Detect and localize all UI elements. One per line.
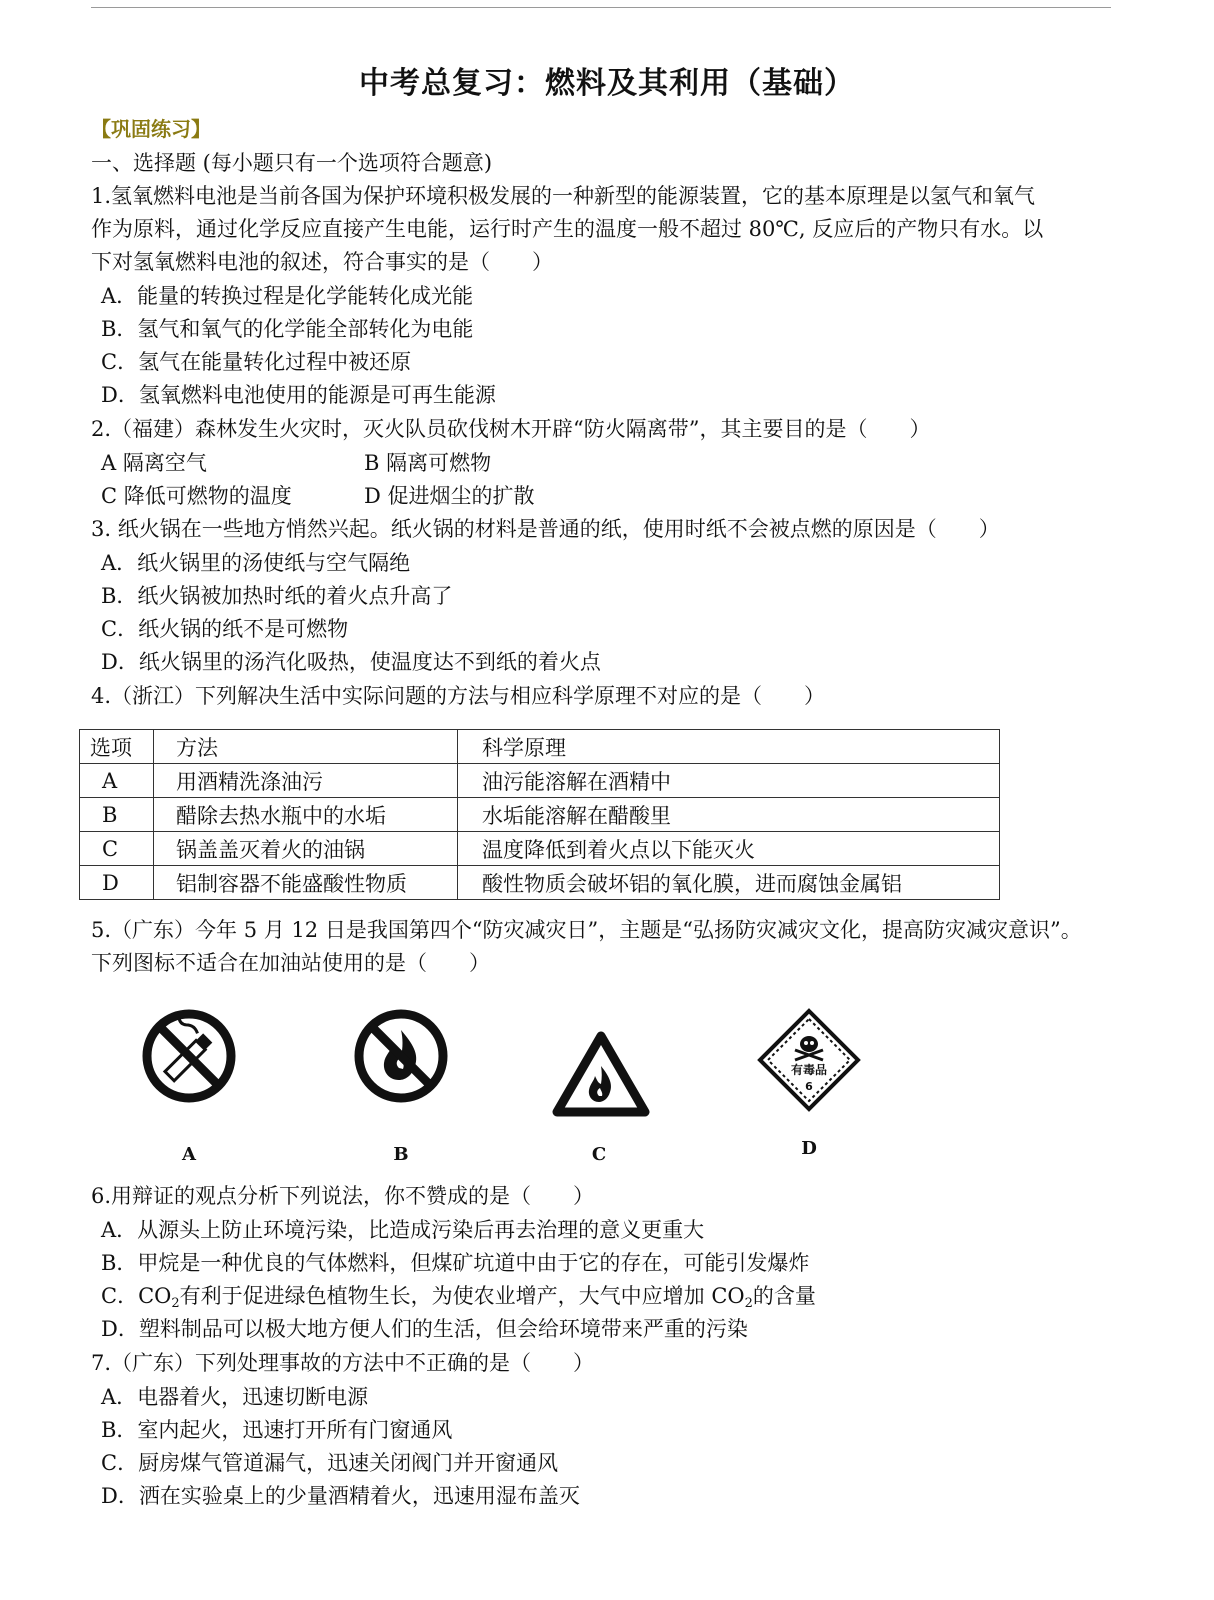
table-header-cell: 科学原理 bbox=[458, 730, 1000, 764]
table-cell: D bbox=[80, 866, 154, 900]
q7-option-d: D．洒在实验桌上的少量酒精着火，迅速用湿布盖灭 bbox=[101, 1484, 580, 1508]
table-cell: 醋除去热水瓶中的水垢 bbox=[154, 798, 458, 832]
flammable-warning-icon bbox=[551, 1030, 651, 1122]
q4-stem: 4.（浙江）下列解决生活中实际问题的方法与相应科学原理不对应的是（ ） bbox=[91, 684, 826, 708]
q3-option-c: C．纸火锅的纸不是可燃物 bbox=[101, 617, 349, 641]
toxic-substance-icon bbox=[757, 1008, 861, 1116]
q5-sign-row bbox=[91, 1008, 1091, 1168]
table-cell: 用酒精洗涤油污 bbox=[154, 764, 458, 798]
table-cell: 铝制容器不能盛酸性物质 bbox=[154, 866, 458, 900]
table-header-row bbox=[80, 730, 1000, 764]
toxic-sign-number: 6 bbox=[805, 1080, 813, 1093]
table-row bbox=[80, 798, 1000, 832]
q1-option-a: A．能量的转换过程是化学能转化成光能 bbox=[101, 284, 474, 308]
no-smoking-icon bbox=[141, 1008, 237, 1108]
q1-option-b: B．氢气和氧气的化学能全部转化为电能 bbox=[101, 317, 474, 341]
q7-option-c: C．厨房煤气管道漏气，迅速关闭阀门并开窗通风 bbox=[101, 1451, 559, 1475]
q1-stem-line1: 1.氢氧燃料电池是当前各国为保护环境积极发展的一种新型的能源装置，它的基本原理是以氢气和氧气 bbox=[91, 184, 1036, 208]
q6-option-d: D．塑料制品可以极大地方便人们的生活，但会给环境带来严重的污染 bbox=[101, 1317, 748, 1341]
q7-option-a: A．电器着火，迅速切断电源 bbox=[101, 1385, 369, 1409]
table-cell: C bbox=[80, 832, 154, 866]
q6-option-c-mid: 有利于促进绿色植物生长，为使农业增产，大气中应增加 CO bbox=[179, 1284, 745, 1308]
q3-stem: 3. 纸火锅在一些地方悄然兴起。纸火锅的材料是普通的纸，使用时纸不会被点燃的原因是（ ） bbox=[91, 517, 1000, 541]
table-cell: 温度降低到着火点以下能灭火 bbox=[458, 832, 1000, 866]
q1-stem-line2: 作为原料，通过化学反应直接产生电能，运行时产生的温度一般不超过 80℃, 反应后的产物只有水。以 bbox=[91, 217, 1044, 241]
q6-option-b: B．甲烷是一种优良的气体燃料，但煤矿坑道中由于它的存在，可能引发爆炸 bbox=[101, 1251, 810, 1275]
page-title: 中考总复习：燃料及其利用（基础） bbox=[359, 66, 855, 101]
table-cell: 油污能溶解在酒精中 bbox=[458, 764, 1000, 798]
q2-option-d: D 促进烟尘的扩散 bbox=[364, 484, 535, 508]
subscript-two: 2 bbox=[171, 1296, 180, 1311]
toxic-sign-text: 有毒品 bbox=[790, 1063, 828, 1077]
q3-option-d: D．纸火锅里的汤汽化吸热，使温度达不到纸的着火点 bbox=[101, 650, 601, 674]
subscript-two: 2 bbox=[744, 1296, 753, 1311]
table-cell: A bbox=[80, 764, 154, 798]
section-tag: 【巩固练习】 bbox=[91, 117, 211, 141]
q2-option-c: C 降低可燃物的温度 bbox=[101, 484, 292, 508]
sign-label-d: D bbox=[801, 1138, 817, 1159]
top-rule bbox=[91, 7, 1111, 8]
section-heading: 一、选择题 (每小题只有一个选项符合题意) bbox=[91, 151, 493, 175]
q1-option-c: C．氢气在能量转化过程中被还原 bbox=[101, 350, 412, 374]
q2-stem: 2.（福建）森林发生火灾时，灭火队员砍伐树木开辟“防火隔离带”，其主要目的是（ ） bbox=[91, 417, 931, 441]
table-header-cell: 方法 bbox=[154, 730, 458, 764]
q6-stem: 6.用辩证的观点分析下列说法，你不赞成的是（ ） bbox=[91, 1184, 595, 1208]
table-cell: B bbox=[80, 798, 154, 832]
no-open-flame-icon bbox=[353, 1008, 449, 1108]
table-cell: 锅盖盖灭着火的油锅 bbox=[154, 832, 458, 866]
table-cell: 酸性物质会破坏铝的氧化膜，进而腐蚀金属铝 bbox=[458, 866, 1000, 900]
q3-option-a: A．纸火锅里的汤使纸与空气隔绝 bbox=[101, 551, 411, 575]
sign-label-c: C bbox=[591, 1144, 607, 1165]
table-row bbox=[80, 866, 1000, 900]
table-cell: 水垢能溶解在醋酸里 bbox=[458, 798, 1000, 832]
sign-label-a: A bbox=[182, 1144, 196, 1165]
q2-option-b: B 隔离可燃物 bbox=[364, 451, 492, 475]
q1-option-d: D．氢氧燃料电池使用的能源是可再生能源 bbox=[101, 383, 496, 407]
q5-stem-line2: 下列图标不适合在加油站使用的是（ ） bbox=[91, 951, 490, 975]
q4-table bbox=[79, 729, 1000, 900]
sign-label-b: B bbox=[393, 1144, 409, 1165]
q6-option-c-pre: C．CO bbox=[101, 1284, 172, 1308]
q5-stem-line1: 5.（广东）今年 5 月 12 日是我国第四个“防灾减灾日”，主题是“弘扬防灾减灾文化，提高防灾减灾意识”。 bbox=[91, 918, 1082, 942]
table-row bbox=[80, 764, 1000, 798]
q6-option-a: A．从源头上防止环境污染，比造成污染后再去治理的意义更重大 bbox=[101, 1218, 705, 1242]
q7-stem: 7.（广东）下列处理事故的方法中不正确的是（ ） bbox=[91, 1351, 595, 1375]
q7-option-b: B．室内起火，迅速打开所有门窗通风 bbox=[101, 1418, 453, 1442]
q2-option-a: A 隔离空气 bbox=[101, 451, 207, 475]
q6-option-c-post: 的含量 bbox=[752, 1284, 816, 1308]
table-row bbox=[80, 832, 1000, 866]
table-header-cell: 选项 bbox=[80, 730, 154, 764]
q1-stem-line3: 下对氢氧燃料电池的叙述，符合事实的是（ ） bbox=[91, 250, 553, 274]
q3-option-b: B．纸火锅被加热时纸的着火点升高了 bbox=[101, 584, 453, 608]
